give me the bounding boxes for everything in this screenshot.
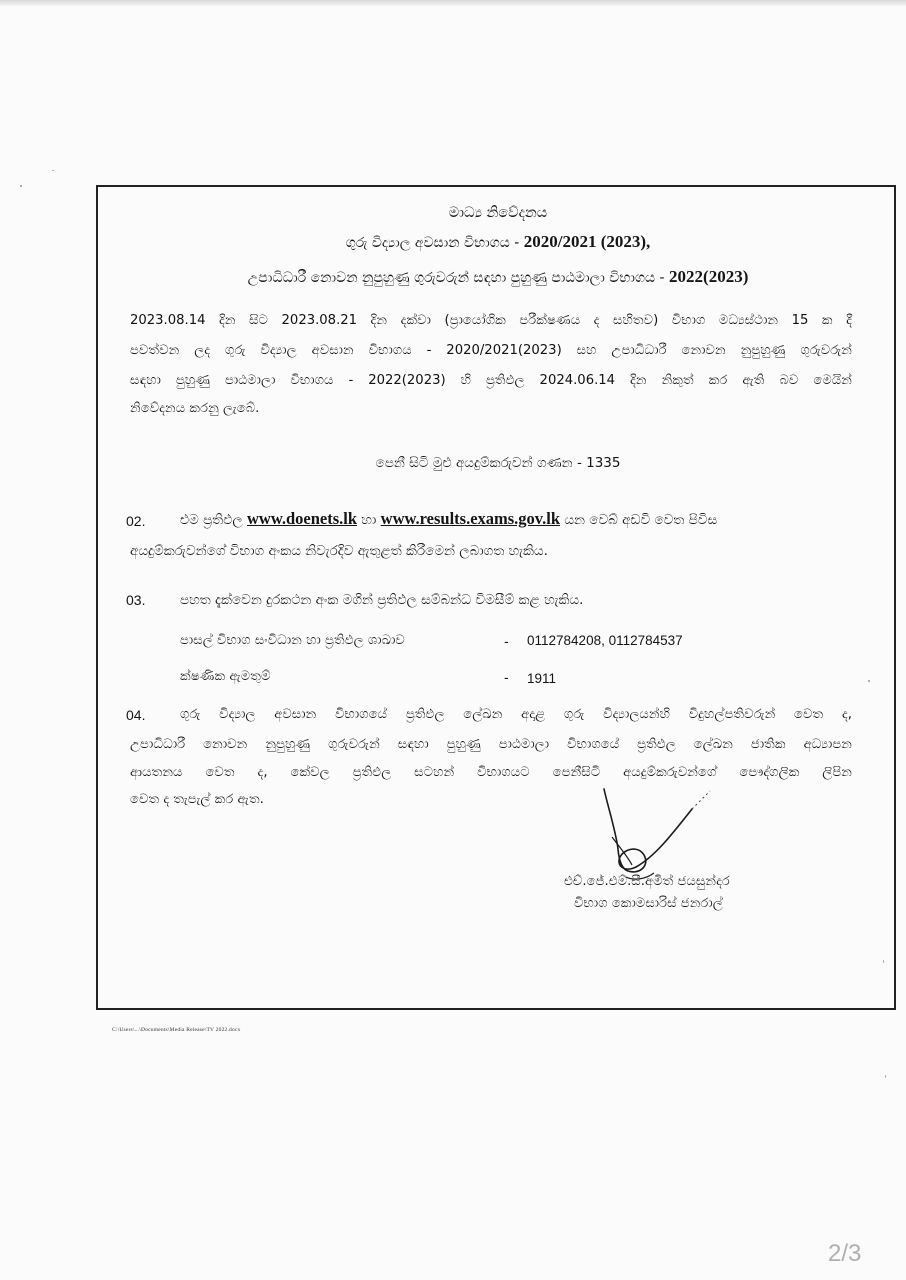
scan-speck	[885, 1075, 886, 1078]
media-release-frame	[96, 185, 896, 1010]
scan-edge	[0, 0, 906, 6]
section-02-text: යන වෙබ් අඩවි වෙත පිවිස	[560, 512, 718, 528]
exam-heading-1-text: ගුරු විද්‍යාල අවසාන විභාගය -	[345, 235, 524, 251]
contact-phone-branch[interactable]: 0112784208, 0112784537	[527, 633, 683, 648]
document-title: මාධ්‍ය නිවේදනය	[448, 205, 548, 221]
section-02-line-2: අයදුම්කරුවන්ගේ විභාග අංකය නිවැරදිව ඇතුළත් කිරීමෙන් ලබාගත හැකිය.	[130, 543, 548, 559]
paragraph-1-line: සඳහා පුහුණු පාඨමාලා විභාගය - 2022(2023) හි ප්‍රතිඵල 2024.06.14 දින නිකුත් කර ඇති බව මෙයින්	[130, 373, 852, 388]
results-exams-link[interactable]: www.results.exams.gov.lk	[380, 509, 561, 528]
scan-speck	[20, 185, 22, 187]
section-04-line: උපාධිධාරී නොවන නුපුහුණු ගුරුවරුන් සඳහා පුහුණු පාඨමාලා විභාගයේ ප්‍රතිඵල ලේඛන ජාතික අධ්‍යාපන	[130, 737, 852, 752]
exam-heading-1-year: 2020/2021 (2023),	[523, 232, 651, 251]
signatory-title: විභාග කොමසාරිස් ජනරාල්	[574, 896, 723, 911]
signatory-name: එච්.ජේ.එම්.සී.අමිත් ජයසුන්දර	[564, 874, 730, 889]
exam-heading-2	[98, 267, 898, 287]
contact-dash: -	[504, 669, 509, 685]
candidate-count: පෙනී සිටි මුළු අයදුම්කරුවන් ගණන - 1335	[375, 455, 621, 471]
paragraph-1-line: නිවේදනය කරනු ලැබේ.	[130, 401, 260, 416]
contact-dash: -	[504, 633, 509, 649]
section-02-text: හා	[357, 512, 381, 528]
section-04-number: 04.	[126, 707, 146, 723]
paragraph-1-line: 2023.08.14 දින සිට 2023.08.21 දින දක්වා (ප්‍රායෝගික පරීක්ෂණය ද සහිතව) විභාග මධ්‍යස්ථාන 15 ක දී	[130, 313, 852, 328]
exam-heading-2-text: උපාධිධාරී නොවන නුපුහුණු ගුරුවරුන් සඳහා පුහුණු පාඨමාලා විභාගය -	[247, 270, 670, 286]
doenets-link[interactable]: www.doenets.lk	[246, 509, 357, 528]
section-02-line-1	[180, 509, 850, 529]
section-04-line: වෙත ද තැපැල් කර ඇත.	[130, 792, 264, 807]
file-path-footer: C:\Users\...\Documents\Media Release\TV 2022.docx	[112, 1027, 241, 1033]
section-03-number: 03.	[126, 592, 146, 608]
section-03-line-1: පහත දැක්වෙන දුරකථන අංක මගින් ප්‍රතිඵල සම්බන්ධ විමසීම් කළ හැකිය.	[180, 592, 584, 608]
contact-phone-hotline[interactable]: 1911	[527, 671, 557, 686]
scan-speck	[52, 170, 54, 171]
handwritten-signature	[588, 787, 728, 887]
section-02-number: 02.	[126, 513, 146, 529]
contact-label-hotline: ක්ෂණික ඇමතුම්	[180, 669, 271, 684]
paragraph-1-line: පවත්වන ලද ගුරු විද්‍යාල අවසාන විභාගය - 2020/2021(2023) සහ උපාධිධාරී නොවන නුපුහුණු ගුරුවරුන්	[130, 343, 852, 358]
section-04-line: ආයතනය වෙත ද, කේවල ප්‍රතිඵල සටහන් විභාගයට පෙනීසිටි අයදුම්කරුවන්ගේ පෞද්ගලික ලිපින	[130, 765, 852, 780]
page-indicator: 2/3	[828, 1240, 862, 1267]
section-02-text: එම ප්‍රතිඵල	[180, 512, 247, 528]
section-04-line: ගුරු විද්‍යාල අවසාන විභාගයේ ප්‍රතිඵල ලේඛන අදාළ ගුරු විද්‍යාලයන්හි විදුහල්පතිවරුන් වෙත ද,	[180, 707, 852, 722]
contact-label-branch: පාසල් විභාග සංවිධාන හා ප්‍රතිඵල ශාඛාව	[180, 633, 405, 648]
exam-heading-2-year: 2022(2023)	[669, 267, 749, 286]
exam-heading-1	[98, 232, 898, 252]
